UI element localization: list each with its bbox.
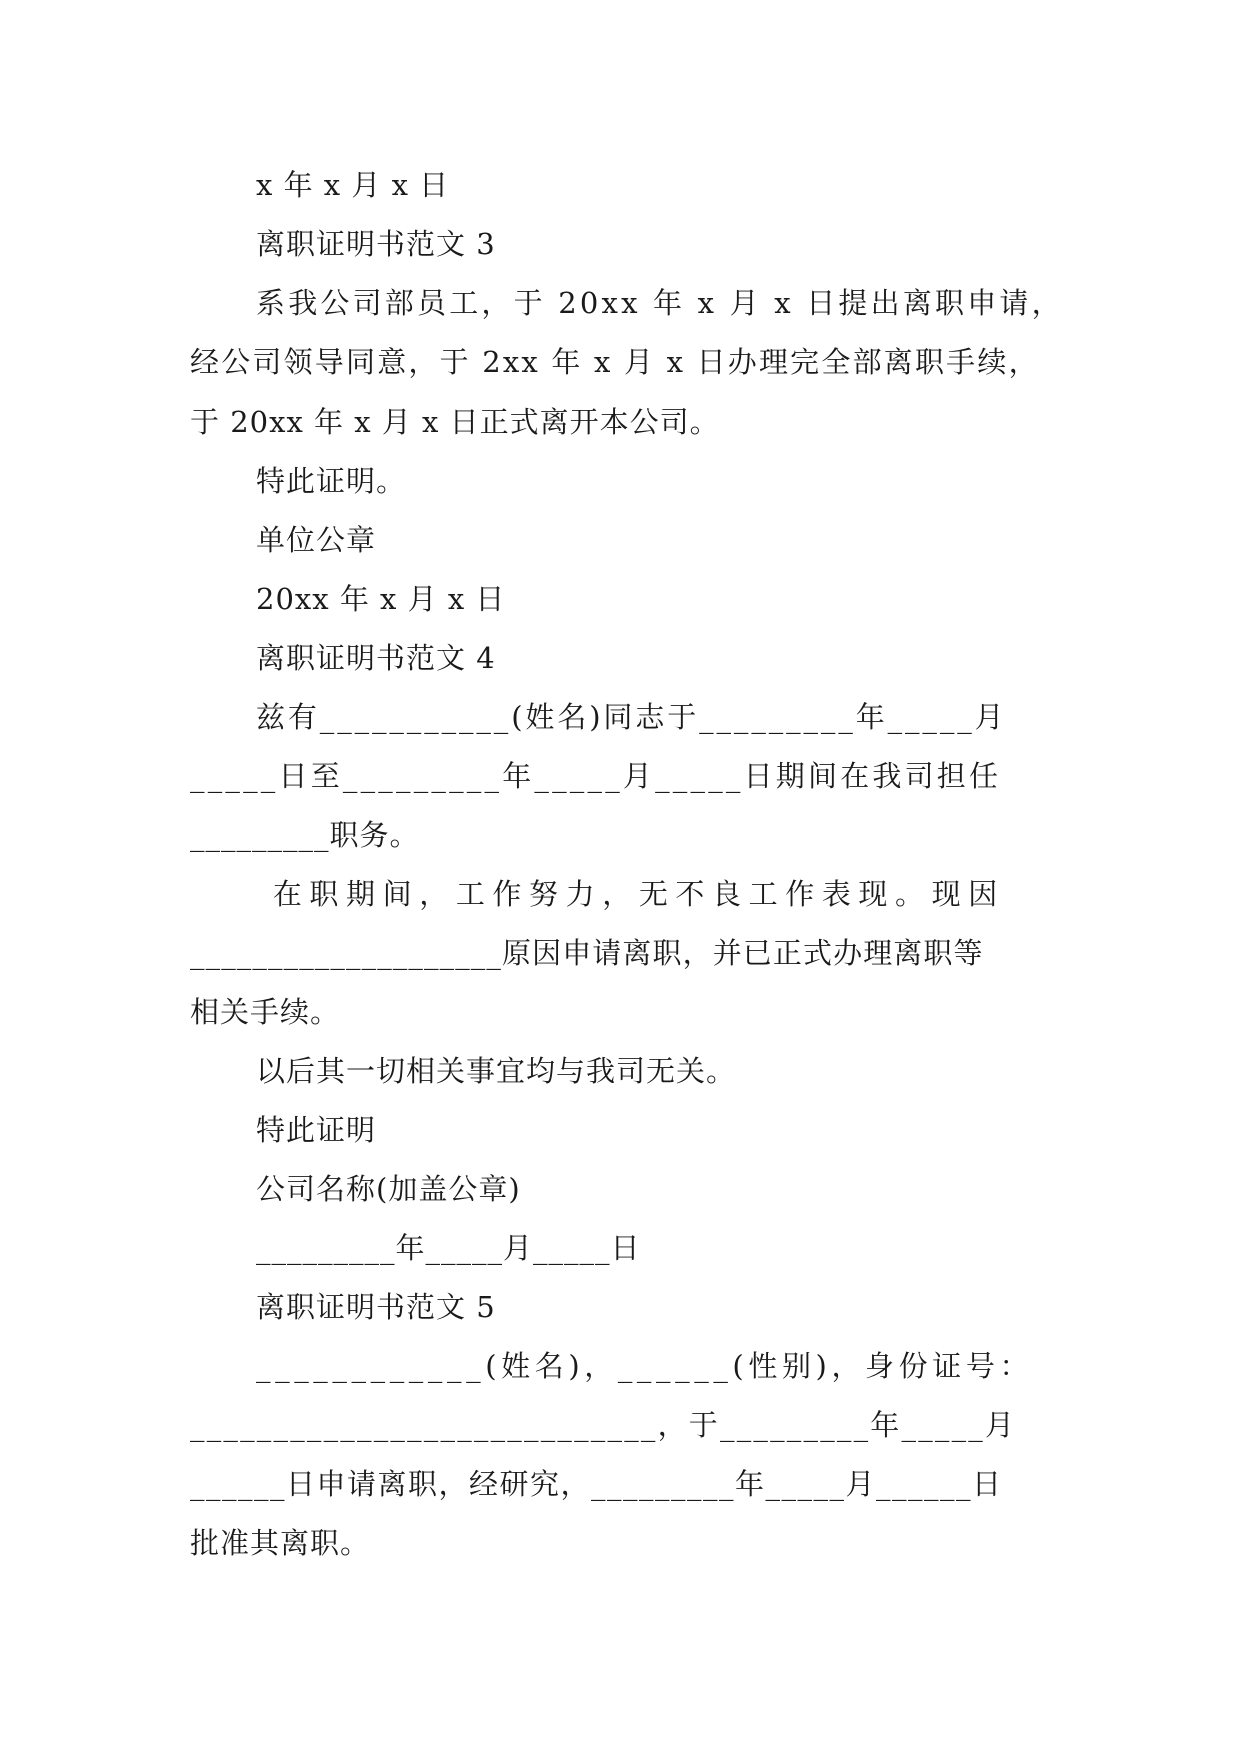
sample-3-seal: 单位公章 (256, 523, 377, 557)
sample-4-company-name: 公司名称(加盖公章) (256, 1172, 521, 1206)
sample-5-heading: 离职证明书范文 5 (256, 1290, 496, 1324)
sample-3-paragraph-line-1: 系我公司部员工，于 20xx 年 x 月 x 日提出离职申请， (256, 286, 1064, 320)
sample-3-closing: 特此证明。 (256, 464, 407, 498)
sample-4-paragraph-line-2: _____日至_________年_____月_____日期间在我司担任 (190, 759, 1002, 793)
sample-4-paragraph-line-5: ____________________原因申请离职，并已正式办理离职等 (190, 936, 984, 970)
sample-4-disclaimer: 以后其一切相关事宜均与我司无关。 (256, 1054, 737, 1088)
sample-3-paragraph-line-3: 于 20xx 年 x 月 x 日正式离开本公司。 (190, 405, 720, 439)
sample-5-paragraph-line-4: 批准其离职。 (190, 1526, 371, 1560)
sample-3-heading: 离职证明书范文 3 (256, 227, 496, 261)
sample-5-paragraph-line-1: ____________(姓名)，______(性别)，身份证号： (256, 1349, 1034, 1383)
date-line-1: x 年 x 月 x 日 (256, 168, 450, 202)
sample-5-paragraph-line-2: ____________________________，于_________年_____月 (190, 1408, 1017, 1442)
sample-4-paragraph-line-1: 兹有___________(姓名)同志于_________年_____月 (256, 700, 1007, 734)
sample-4-date: _________年_____月_____日 (256, 1231, 641, 1265)
sample-4-paragraph-line-4: 在职期间，工作努力，无不良工作表现。现因 (256, 877, 1005, 911)
sample-4-closing: 特此证明 (256, 1113, 377, 1147)
sample-4-heading: 离职证明书范文 4 (256, 641, 496, 675)
sample-4-paragraph-line-6: 相关手续。 (190, 995, 341, 1029)
sample-5-paragraph-line-3: ______日申请离职，经研究，_________年_____月______日 (190, 1467, 1003, 1501)
sample-3-paragraph-line-2: 经公司领导同意，于 2xx 年 x 月 x 日办理完全部离职手续， (190, 345, 1040, 379)
sample-4-paragraph-line-3: _________职务。 (190, 818, 420, 852)
sample-3-date: 20xx 年 x 月 x 日 (256, 582, 506, 616)
